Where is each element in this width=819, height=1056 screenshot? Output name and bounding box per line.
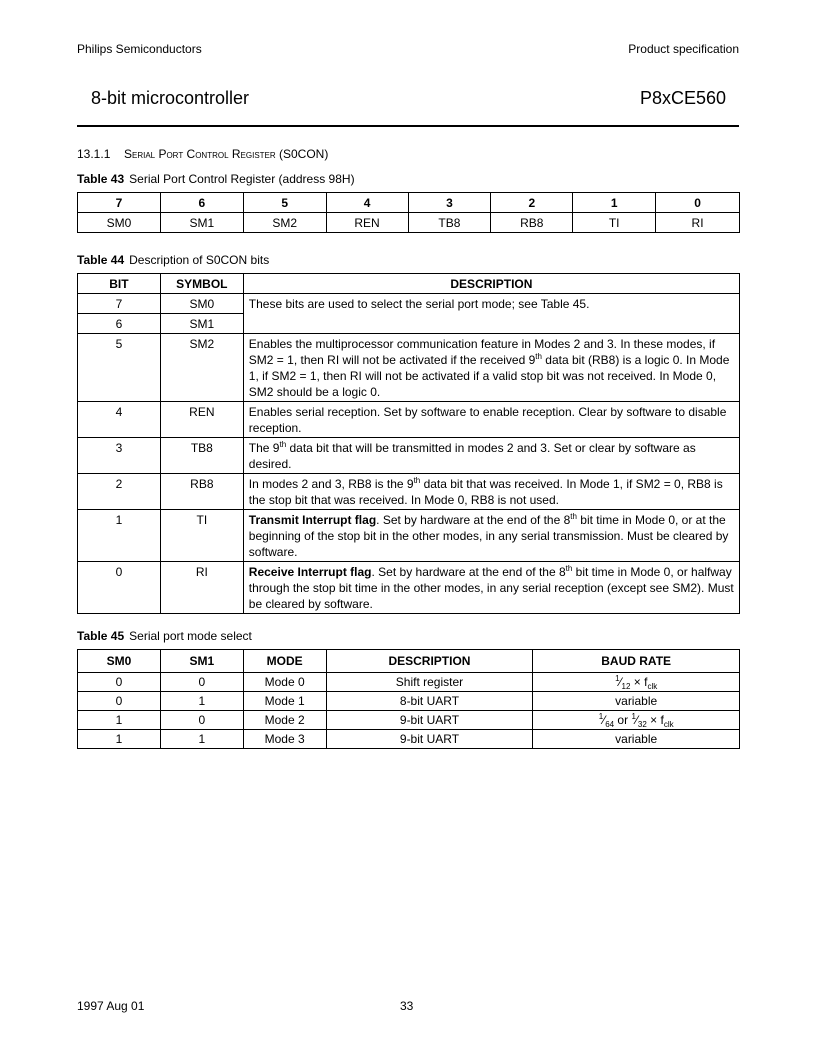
- mode-cell: Mode 1: [243, 692, 326, 711]
- symbol-cell: SM0: [160, 294, 243, 314]
- description-cell: Enables serial reception. Set by software to enable reception. Clear by software to disable reception.: [243, 402, 739, 438]
- table43-header-cell: 1: [573, 193, 656, 213]
- table43-header-row: [78, 193, 740, 213]
- table-row: [78, 562, 740, 614]
- table45-caption: [77, 629, 252, 643]
- table43-title: Serial Port Control Register (address 98H): [129, 172, 355, 186]
- table45-title: Serial port mode select: [129, 629, 252, 643]
- description-cell: Transmit Interrupt flag. Set by hardware at the end of the 8th bit time in Mode 0, or at the beginning of the stop bit in the other modes, in any serial transmission. Must be cleared by software.: [243, 510, 739, 562]
- table43-header-cell: 2: [491, 193, 573, 213]
- part-number: P8xCE560: [639, 88, 726, 108]
- mode-cell: Mode 2: [243, 711, 326, 730]
- description-cell: 8-bit UART: [326, 692, 533, 711]
- table-row: [78, 294, 740, 314]
- sm1-cell: 0: [160, 711, 243, 730]
- table-row: [78, 673, 740, 692]
- table43-cell: RI: [656, 213, 740, 233]
- table43-header-cell: 4: [326, 193, 408, 213]
- baud-rate-cell: $^1⁄_{64}$ or $^1⁄_{32} \times f_{clk}$: [533, 711, 740, 730]
- table43-cell: SM2: [243, 213, 326, 233]
- table43: [77, 192, 740, 233]
- table45-header-sm0: SM0: [78, 650, 161, 673]
- symbol-cell: SM1: [160, 314, 243, 334]
- bit-cell: 7: [78, 294, 161, 314]
- description-cell: In modes 2 and 3, RB8 is the 9th data bit that was received. In Mode 1, if SM2 = 0, RB8 is the stop bit that was received. In Mode 0, RB8 is not used.: [243, 474, 739, 510]
- table43-cell: SM0: [78, 213, 161, 233]
- bit-cell: 2: [78, 474, 161, 510]
- table45-label: Table 45: [77, 629, 125, 643]
- table43-header-cell: 3: [408, 193, 491, 213]
- description-cell: 9-bit UART: [326, 711, 533, 730]
- baud-rate-cell: variable: [533, 730, 740, 749]
- symbol-cell: REN: [160, 402, 243, 438]
- mode-cell: Mode 3: [243, 730, 326, 749]
- bit-cell: 0: [78, 562, 161, 614]
- table44-label: Table 44: [77, 253, 125, 267]
- header-company: Philips Semiconductors: [77, 42, 202, 56]
- table-row: [78, 402, 740, 438]
- sm0-cell: 1: [78, 711, 161, 730]
- table-row: [78, 711, 740, 730]
- table44-header-row: [78, 274, 740, 294]
- flag-name: Transmit Interrupt flag: [248, 513, 377, 527]
- mode-cell: Mode 0: [243, 673, 326, 692]
- symbol-cell: SM2: [160, 334, 243, 402]
- table43-header-cell: 7: [78, 193, 161, 213]
- table43-cell: SM1: [160, 213, 243, 233]
- table45-header-baud-rate: BAUD RATE: [533, 650, 740, 673]
- description-cell: Enables the multiprocessor communication feature in Modes 2 and 3. In these modes, if SM2 = 1, then RI will not be activated if the received 9th data bit (RB8) is a logic 0. In Mode 1, if SM2 = 1, then RI will not be activated if a valid stop bit was not received. In Mode 0, SM2 should be a logic 0.: [243, 334, 739, 402]
- table43-caption: [77, 172, 355, 186]
- table-row: [78, 474, 740, 510]
- table43-value-row: [78, 213, 740, 233]
- table-row: [78, 510, 740, 562]
- header-divider: [77, 125, 739, 127]
- bit-cell: 6: [78, 314, 161, 334]
- table43-header-cell: 5: [243, 193, 326, 213]
- footer-date: 1997 Aug 01: [77, 999, 145, 1013]
- table43-header-cell: 0: [656, 193, 740, 213]
- section-heading: [77, 147, 328, 161]
- baud-rate-cell: variable: [533, 692, 740, 711]
- section-number: 13.1.1: [77, 147, 111, 161]
- table45: [77, 649, 740, 749]
- flag-name: Receive Interrupt flag: [248, 565, 372, 579]
- page-number: 33: [400, 999, 414, 1013]
- sm0-cell: 0: [78, 692, 161, 711]
- description-cell: 9-bit UART: [326, 730, 533, 749]
- table45-header-description: DESCRIPTION: [326, 650, 533, 673]
- table-row: [78, 334, 740, 402]
- table45-header-mode: MODE: [243, 650, 326, 673]
- symbol-cell: TB8: [160, 438, 243, 474]
- table43-cell: REN: [326, 213, 408, 233]
- table-row: [78, 438, 740, 474]
- symbol-cell: RB8: [160, 474, 243, 510]
- sm1-cell: 1: [160, 692, 243, 711]
- description-cell: These bits are used to select the serial port mode; see Table 45.: [243, 294, 739, 334]
- table44-caption: [77, 253, 269, 267]
- sm1-cell: 0: [160, 673, 243, 692]
- description-cell: Shift register: [326, 673, 533, 692]
- table44-header-symbol: SYMBOL: [160, 274, 243, 294]
- table-row: [78, 692, 740, 711]
- table43-cell: TI: [573, 213, 656, 233]
- sm0-cell: 1: [78, 730, 161, 749]
- symbol-cell: TI: [160, 510, 243, 562]
- description-cell: Receive Interrupt flag. Set by hardware at the end of the 8th bit time in Mode 0, or halfway through the stop bit time in the other modes, in any serial reception (except see SM2). Must be cleared by software.: [243, 562, 739, 614]
- flag-description: Set by hardware at the end of the 8th bit time in Mode 0, or at the beginning of the stop bit in the other modes, in any serial transmission. Must be cleared by software.: [248, 512, 729, 559]
- table43-cell: RB8: [491, 213, 573, 233]
- table45-header-row: [78, 650, 740, 673]
- table-row: [78, 730, 740, 749]
- table44: [77, 273, 740, 614]
- table44-header-bit: BIT: [78, 274, 161, 294]
- table44-title: Description of S0CON bits: [129, 253, 270, 267]
- bit-cell: 1: [78, 510, 161, 562]
- table45-header-sm1: SM1: [160, 650, 243, 673]
- bit-cell: 3: [78, 438, 161, 474]
- bit-cell: 4: [78, 402, 161, 438]
- table44-header-description: DESCRIPTION: [243, 274, 739, 294]
- flag-description: Set by hardware at the end of the 8th bit time in Mode 0, or halfway through the stop bit time in the other modes, in any serial reception (except see SM2). Must be cleared by software.: [248, 564, 734, 611]
- description-cell: The 9th data bit that will be transmitted in modes 2 and 3. Set or clear by software as desired.: [243, 438, 739, 474]
- table43-label: Table 43: [77, 172, 125, 186]
- header-doc-type: Product specification: [628, 42, 739, 56]
- bit-cell: 5: [78, 334, 161, 402]
- sm0-cell: 0: [78, 673, 161, 692]
- table43-header-cell: 6: [160, 193, 243, 213]
- sm1-cell: 1: [160, 730, 243, 749]
- doc-title: 8-bit microcontroller: [91, 88, 250, 108]
- table43-cell: TB8: [408, 213, 491, 233]
- section-title: Serial Port Control Register (S0CON): [124, 147, 329, 161]
- baud-rate-cell: $^1⁄_{12} \times f_{clk}$: [533, 673, 740, 692]
- symbol-cell: RI: [160, 562, 243, 614]
